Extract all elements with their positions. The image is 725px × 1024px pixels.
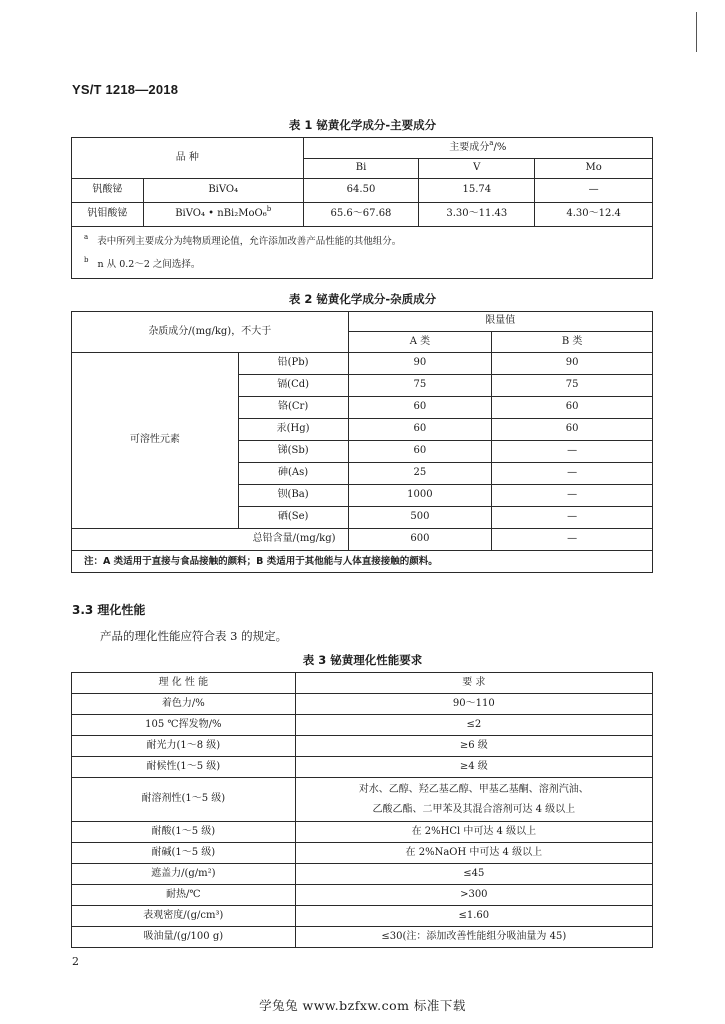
element-name: 砷(As) [238,463,348,485]
table-row [72,736,653,757]
table-row [72,843,653,864]
requirement-line-2: 乙酸乙酯、二甲苯及其混合溶剂可达 4 级以上 [372,803,576,815]
value-v: 3.30～11.43 [419,203,535,227]
property-name: 105 ℃挥发物/% [72,715,296,736]
limit-a: 60 [348,441,492,463]
limit-b: — [492,485,653,507]
footer-watermark: 学兔兔 www.bzfxw.com 标准下载 [259,998,466,1013]
table-row [72,927,653,948]
limit-a: 60 [348,397,492,419]
limit-a: 600 [348,529,492,551]
limit-a: 25 [348,463,492,485]
table-row [72,885,653,906]
table-row [72,906,653,927]
table1-element-mo: Mo [535,159,653,179]
limit-a: 1000 [348,485,492,507]
table1-note-a: $^a$ 表中所列主要成分为纯物质理论值，允许添加改善产品性能的其他组分。 [84,232,402,247]
scan-edge-mark [696,12,697,52]
table2-class-a: A 类 [348,332,492,353]
requirement-value: 在 2%HCl 中可达 4 级以上 [295,822,652,843]
requirement-value: ≤30(注：添加改善性能组分吸油量为 45) [295,927,652,948]
table3-property-header: 理 化 性 能 [72,673,296,694]
requirement-value: ≤2 [295,715,652,736]
element-name: 汞(Hg) [238,419,348,441]
table-row [72,822,653,843]
requirement-value: 90～110 [295,694,652,715]
element-name: 钡(Ba) [238,485,348,507]
element-name: 锑(Sb) [238,441,348,463]
property-name: 着色力/% [72,694,296,715]
property-name: 耐酸(1～5 级) [72,822,296,843]
limit-a: 60 [348,419,492,441]
table-row [72,757,653,778]
value-bi: 65.6～67.68 [303,203,419,227]
variety-name: 钒钼酸铋 [72,203,144,227]
table2-limit-header: 限量值 [348,312,652,332]
table2-caption: 表 2 铋黄化学成分-杂质成分 [288,292,437,306]
table-row [72,864,653,885]
table2-group-label: 可溶性元素 [72,353,239,529]
property-name: 吸油量/(g/100 g) [72,927,296,948]
table-row [72,203,653,227]
requirement-value: ≤45 [295,864,652,885]
property-name: 耐光力(1～8 级) [72,736,296,757]
total-lead-label: 总铅含量/(mg/kg) [72,529,349,551]
table1-element-v: V [419,159,535,179]
requirement-value: 在 2%NaOH 中可达 4 级以上 [295,843,652,864]
table1-main-header: 主要成分$^a$/% [303,138,652,159]
variety-formula: BiVO₄ • nBi₂MoO₆$^b$ [143,203,303,227]
requirement-value [295,778,652,822]
value-bi: 64.50 [303,179,419,203]
property-name: 耐碱(1～5 级) [72,843,296,864]
table1 [71,137,653,279]
element-name: 铅(Pb) [238,353,348,375]
table2-note: 注：A 类适用于直接与食品接触的颜料；B 类适用于其他能与人体直接接触的颜料。 [72,551,653,573]
table-row [72,694,653,715]
limit-b: — [492,463,653,485]
property-name: 耐热/℃ [72,885,296,906]
section-paragraph: 产品的理化性能应符合表 3 的规定。 [100,629,288,643]
table-row [72,778,653,822]
table-row [72,179,653,203]
table1-caption: 表 1 铋黄化学成分-主要成分 [288,118,437,132]
table2-class-b: B 类 [492,332,653,353]
element-name: 硒(Se) [238,507,348,529]
property-name: 表观密度/(g/cm³) [72,906,296,927]
requirement-value: ≤1.60 [295,906,652,927]
limit-b: — [492,529,653,551]
requirement-value: ≥4 级 [295,757,652,778]
requirement-line-1: 对水、乙醇、羟乙基乙醇、甲基乙基酮、溶剂汽油、 [358,783,589,795]
limit-b: 75 [492,375,653,397]
value-mo: — [535,179,653,203]
property-name: 耐候性(1～5 级) [72,757,296,778]
limit-a: 90 [348,353,492,375]
table2 [71,311,653,573]
property-name: 遮盖力/(g/m²) [72,864,296,885]
table3-requirement-header: 要 求 [295,673,652,694]
section-heading: 3.3 理化性能 [72,603,146,617]
table-row [72,529,653,551]
table-row [72,715,653,736]
limit-b: 90 [492,353,653,375]
requirement-value: >300 [295,885,652,906]
table2-impurity-header: 杂质成分/(mg/kg)，不大于 [72,312,349,353]
limit-a: 75 [348,375,492,397]
limit-b: — [492,441,653,463]
table3-caption: 表 3 铋黄理化性能要求 [302,653,423,667]
limit-a: 500 [348,507,492,529]
table1-element-bi: Bi [303,159,419,179]
limit-b: 60 [492,397,653,419]
property-name: 耐溶剂性(1～5 级) [72,778,296,822]
variety-name: 钒酸铋 [72,179,144,203]
page-number: 2 [72,955,79,968]
table1-note-b: $^b$ n 从 0.2～2 之间选择。 [84,255,201,270]
table1-notes [72,227,653,279]
standard-code: YS/T 1218—2018 [72,82,179,97]
table3 [71,672,653,948]
element-name: 镉(Cd) [238,375,348,397]
variety-formula: BiVO₄ [143,179,303,203]
value-v: 15.74 [419,179,535,203]
requirement-value: ≥6 级 [295,736,652,757]
limit-b: 60 [492,419,653,441]
element-name: 铬(Cr) [238,397,348,419]
table1-variety-header: 品 种 [72,138,304,179]
limit-b: — [492,507,653,529]
table-row [72,353,653,375]
value-mo: 4.30～12.4 [535,203,653,227]
